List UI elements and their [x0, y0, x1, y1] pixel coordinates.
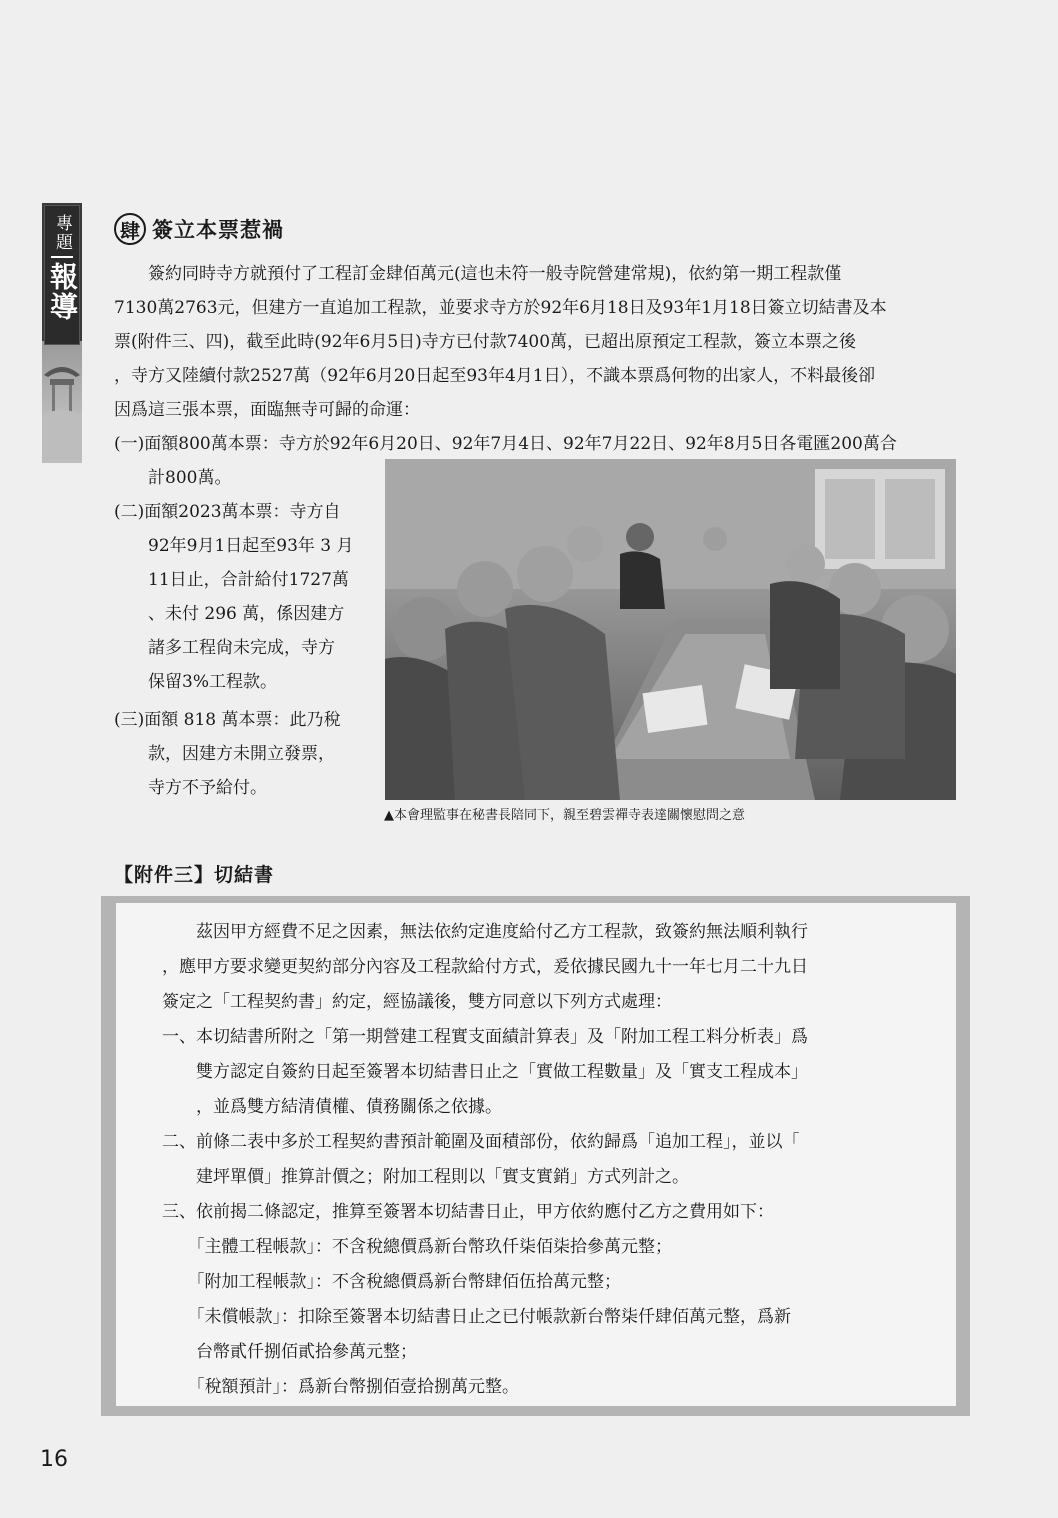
- annex-body: [162, 915, 808, 1405]
- annex-line: 三、依前揭二條認定，推算至簽署本切結書日止，甲方依約應付乙方之費用如下：: [162, 1202, 774, 1222]
- list-item-line: 、未付 296 萬，係因建方: [114, 604, 345, 624]
- list-item: [114, 703, 341, 805]
- paragraph-line: 票(附件三、四)，截至此時(92年6月5日)寺方已付款7400萬，已超出原預定工程款，簽立本票之後: [114, 332, 857, 352]
- list-item-line: (三)面額 818 萬本票：此乃稅: [114, 710, 341, 730]
- annex-line: 茲因甲方經費不足之因素，無法依約定進度給付乙方工程款，致簽約無法順利執行: [162, 922, 808, 942]
- annex-line: 「主體工程帳款」：不含稅總價爲新台幣玖仟柒佰柒拾參萬元整；: [162, 1237, 672, 1257]
- meeting-photo: [385, 459, 956, 800]
- temple-illustration: [42, 345, 82, 463]
- meeting-photo-illustration: [385, 459, 956, 800]
- list-item-line: 計800萬。: [114, 468, 232, 488]
- section-title: 簽立本票惹禍: [152, 217, 284, 242]
- side-tab-small: 專題: [52, 214, 72, 252]
- annex-line: 一、本切結書所附之「第一期營建工程實支面績計算表」及「附加工程工料分析表」爲: [162, 1027, 808, 1047]
- list-item-line: 保留3%工程款。: [114, 672, 277, 692]
- list-item: [114, 495, 354, 699]
- side-tab: [42, 203, 82, 463]
- annex-line: ，應甲方要求變更契約部分內容及工程款給付方式，爰依據民國九十一年七月二十九日: [162, 957, 808, 977]
- annex-line: 「未償帳款」：扣除至簽署本切結書日止之已付帳款新台幣柒仟肆佰萬元整，爲新: [162, 1307, 791, 1327]
- annex-line: 「附加工程帳款」：不含稅總價爲新台幣肆佰伍拾萬元整；: [162, 1272, 621, 1292]
- annex-line: 二、前條二表中多於工程契約書預計範圍及面積部份，依約歸爲「追加工程」，並以「: [162, 1132, 800, 1152]
- annex-title: 【附件三】切結書: [114, 864, 275, 886]
- annex-line: 雙方認定自簽約日起至簽署本切結書日止之「實做工程數量」及「實支工程成本」: [162, 1062, 808, 1082]
- list-item-line: 92年9月1日起至93年 3 月: [114, 536, 354, 556]
- side-tab-label: [44, 205, 80, 345]
- paragraph-line: 7130萬2763元，但建方一直追加工程款，並要求寺方於92年6月18日及93年1月18日簽立切結書及本: [114, 298, 887, 318]
- page-number: 16: [40, 1447, 68, 1472]
- annex-line: 簽定之「工程契約書」約定，經協議後，雙方同意以下列方式處理：: [162, 992, 672, 1012]
- list-item-line: 諸多工程尙未完成，寺方: [114, 638, 335, 658]
- side-tab-large: 報導: [46, 262, 79, 322]
- paragraph-line: 簽約同時寺方就預付了工程訂金肆佰萬元(這也未符一般寺院營建常規)，依約第一期工程款僅: [114, 264, 842, 284]
- list-item-line: 款，因建方未開立發票，: [114, 744, 335, 764]
- list-item-line: (二)面額2023萬本票：寺方自: [114, 502, 341, 522]
- annex-line: ，並爲雙方結清債權、債務關係之依據。: [162, 1097, 502, 1117]
- photo-caption: ▲本會理監事在秘書長陪同下，親至碧雲禪寺表達關懷慰問之意: [384, 808, 745, 823]
- section-number: 肆: [114, 213, 146, 245]
- paragraph-line: ，寺方又陸續付款2527萬（92年6月20日起至93年4月1日），不識本票爲何物的出家人，不料最後卻: [114, 366, 876, 386]
- list-item-line: 11日止，合計給付1727萬: [114, 570, 349, 590]
- annex-line: 「稅額預計」：爲新台幣捌佰壹拾捌萬元整。: [162, 1377, 519, 1397]
- annex-line: 台幣貳仟捌佰貳拾參萬元整；: [162, 1342, 417, 1362]
- section-heading: [114, 211, 284, 247]
- side-tab-divider: [51, 256, 73, 258]
- list-item-line: (一)面額800萬本票：寺方於92年6月20日、92年7月4日、92年7月22日、92年8月5日各電匯200萬合: [114, 434, 897, 454]
- list-item-line: 寺方不予給付。: [114, 778, 267, 798]
- paragraph-line: 因爲這三張本票，面臨無寺可歸的命運：: [114, 400, 420, 420]
- annex-line: 建坪單價」推算計價之；附加工程則以「實支實銷」方式列計之。: [162, 1167, 689, 1187]
- section-paragraph: [114, 257, 887, 427]
